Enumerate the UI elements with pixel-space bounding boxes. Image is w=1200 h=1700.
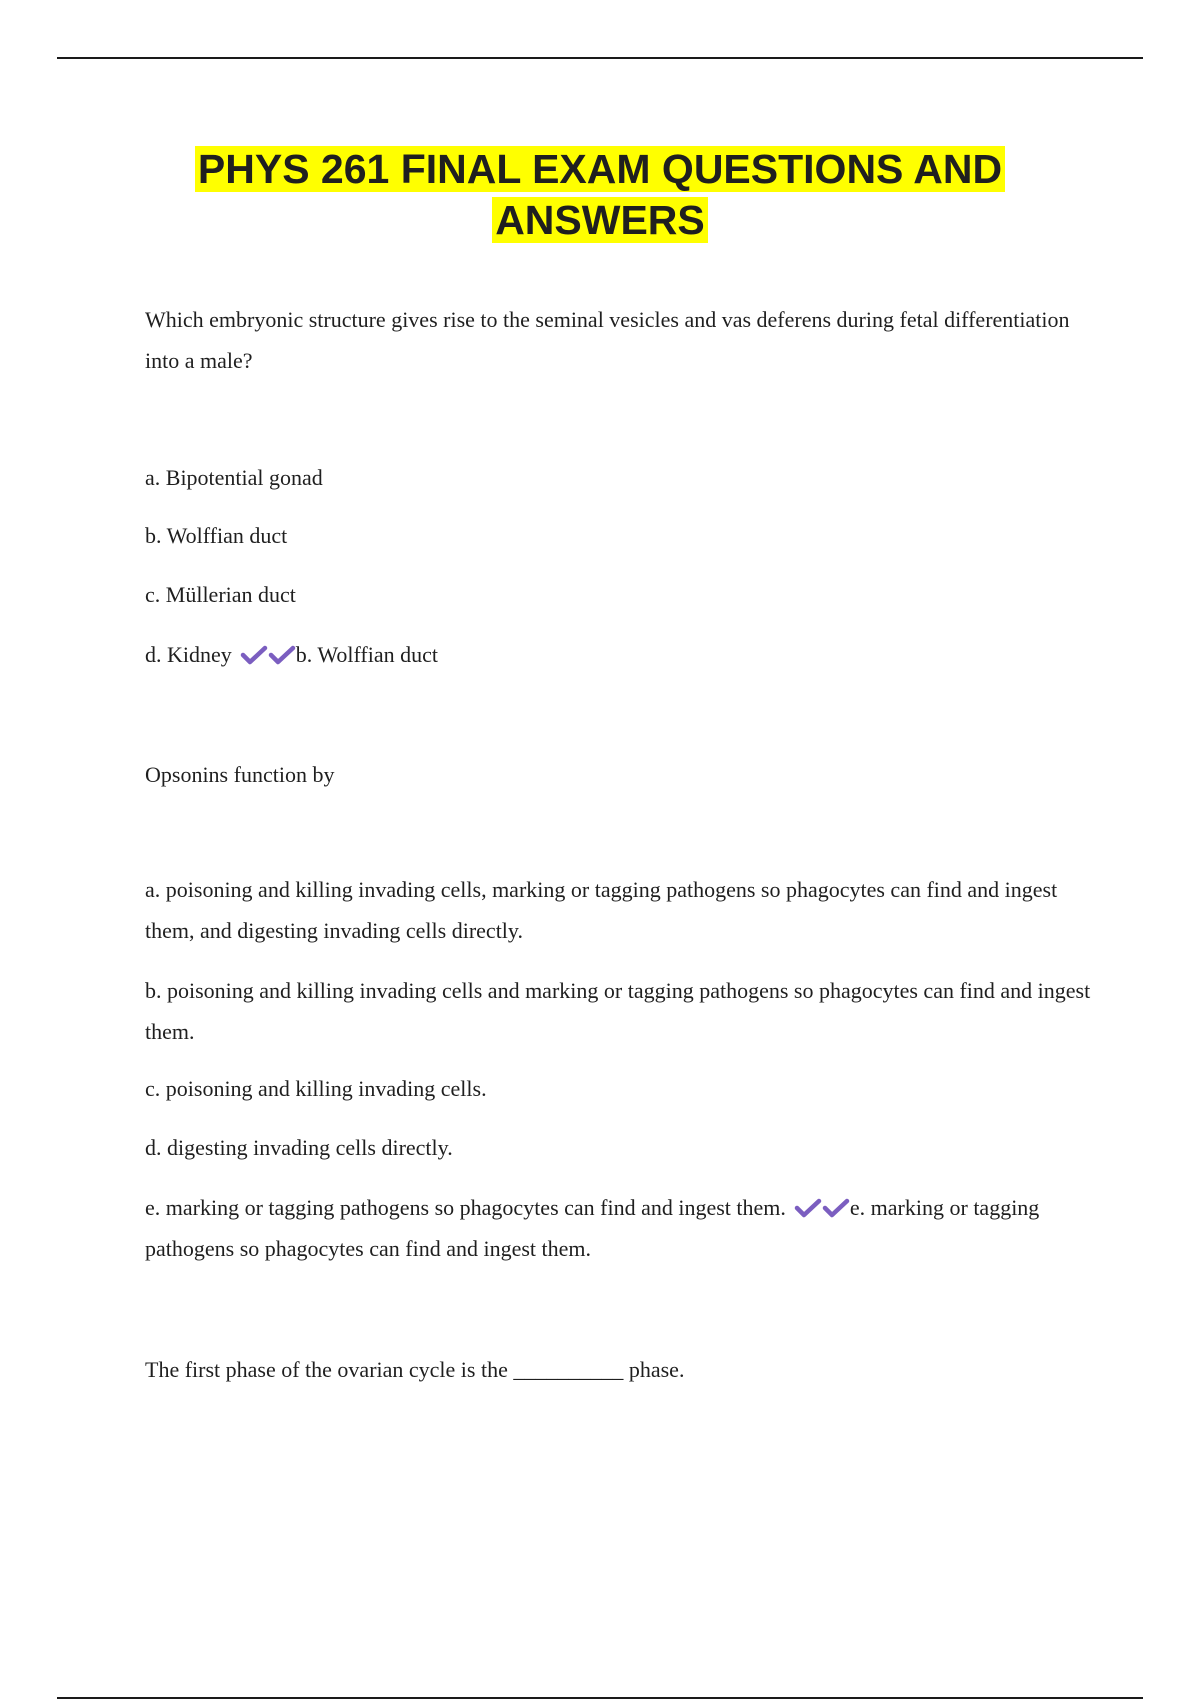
check-icon <box>794 1197 822 1219</box>
check-icon <box>822 1197 850 1219</box>
title-line-1: PHYS 261 FINAL EXAM QUESTIONS AND <box>195 146 1005 192</box>
question-2-option-b: b. poisoning and killing invading cells and marking or tagging pathogens so phagocytes can find and ingest them. <box>145 978 1091 1044</box>
question-2-prompt: Opsonins function by <box>145 762 335 787</box>
bottom-rule <box>57 1697 1143 1699</box>
question-1-option-d-with-answer <box>145 634 1095 675</box>
question-1-option-d: d. Kidney <box>145 642 232 667</box>
question-1-answer: b. Wolffian duct <box>295 642 438 667</box>
question-2-option-e-with-answer <box>145 1187 1095 1269</box>
question-2-option-c: c. poisoning and killing invading cells. <box>145 1076 487 1101</box>
question-2-answer: e. marking or tagging pathogens so phagocytes can find and ingest them. <box>145 1195 1040 1261</box>
title-line-2: ANSWERS <box>492 197 708 243</box>
question-1-option-b: b. Wolffian duct <box>145 523 288 548</box>
question-1-prompt: Which embryonic structure gives rise to the seminal vesicles and vas deferens during fetal differentiation into a male? <box>145 307 1070 373</box>
question-2-option-e: e. marking or tagging pathogens so phagocytes can find and ingest them. <box>145 1195 786 1220</box>
check-icon <box>240 644 268 666</box>
top-rule <box>57 57 1143 59</box>
document-title <box>100 144 1100 246</box>
question-2-option-d: d. digesting invading cells directly. <box>145 1135 453 1160</box>
check-icon <box>268 644 296 666</box>
question-3-prompt: The first phase of the ovarian cycle is the __________ phase. <box>145 1357 685 1382</box>
question-1-option-c: c. Müllerian duct <box>145 582 296 607</box>
question-2-option-a: a. poisoning and killing invading cells, marking or tagging pathogens so phagocytes can find and ingest them, and digesting invading cells directly. <box>145 877 1058 943</box>
question-1-option-a: a. Bipotential gonad <box>145 465 323 490</box>
